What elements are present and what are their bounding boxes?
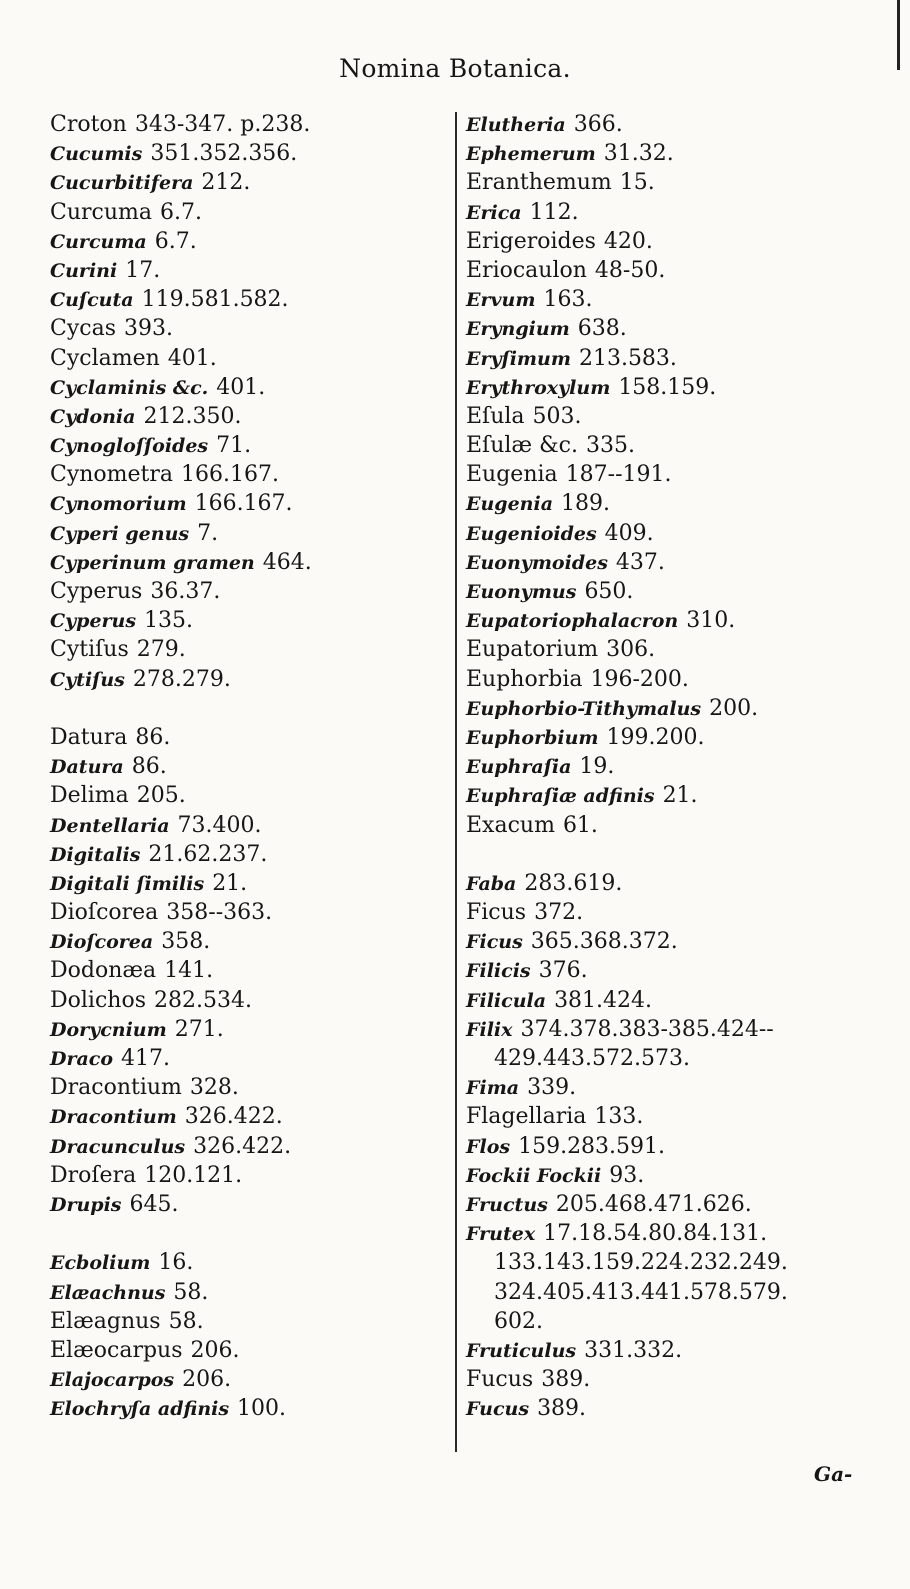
entry-page-numbers: 6.7.	[154, 228, 197, 254]
entry-term: Euphraſiæ adfinis	[466, 785, 655, 808]
entry-page-numbers: 135.	[144, 608, 194, 634]
entry-term: Elochryſa adfinis	[50, 1398, 230, 1421]
entry-page-numbers: 86.	[135, 724, 171, 750]
entry-term: Eriocaulon	[466, 257, 587, 283]
entry-term: Digitalis	[50, 843, 141, 866]
entry-term: Eranthemum	[466, 170, 612, 196]
index-entry	[50, 519, 440, 548]
entry-term: Cyclamen	[50, 345, 160, 371]
index-entry	[50, 1248, 440, 1277]
entry-page-numbers: 196-200.	[590, 666, 689, 692]
index-entry	[466, 869, 886, 898]
index-entry	[50, 956, 440, 985]
entry-page-numbers: 365.368.372.	[530, 929, 678, 955]
entry-page-numbers: 141.	[164, 958, 214, 984]
entry-term: Fructus	[466, 1193, 548, 1216]
entry-page-numbers: 36.37.	[150, 579, 221, 604]
entry-term: Flos	[466, 1135, 511, 1158]
entry-page-numbers: 335.	[585, 433, 635, 459]
entry-page-numbers: 429.443.572.573.	[494, 1046, 690, 1071]
entry-page-numbers: 93.	[609, 1162, 645, 1188]
index-entry	[50, 198, 440, 227]
entry-term: Ecbolium	[50, 1252, 151, 1275]
entry-term: Filix	[466, 1018, 513, 1041]
entry-term: Eſula	[466, 403, 525, 429]
entry-term: Eugenia	[466, 493, 554, 516]
index-entry	[50, 927, 440, 956]
entry-term: Ficus	[466, 931, 523, 954]
entry-page-numbers: 437.	[615, 549, 665, 575]
index-entry	[466, 606, 886, 635]
index-entry	[466, 927, 886, 956]
entry-term: Eryſimum	[466, 347, 571, 370]
index-entry	[50, 548, 440, 577]
entry-page-numbers: 339.	[527, 1075, 577, 1101]
entry-term: Filicula	[466, 989, 547, 1012]
entry-page-numbers: 328.	[189, 1075, 239, 1101]
index-entry	[50, 811, 440, 840]
entry-term: Cyperi genus	[50, 522, 190, 545]
index-entry	[466, 489, 886, 518]
entry-term: Frutex	[466, 1223, 536, 1246]
index-entry	[466, 285, 886, 314]
index-entry	[466, 635, 886, 664]
index-entry-continuation	[466, 1248, 886, 1277]
index-entry	[466, 986, 886, 1015]
index-entry	[50, 139, 440, 168]
index-entry	[466, 431, 886, 460]
column-rule	[455, 112, 457, 1452]
index-entry	[466, 694, 886, 723]
entry-term: Cytiſus	[50, 637, 129, 663]
index-entry	[466, 519, 886, 548]
index-entry	[50, 723, 440, 752]
index-entry	[466, 1336, 886, 1365]
entry-term: Drupis	[50, 1193, 122, 1216]
entry-page-numbers: 464.	[262, 549, 312, 575]
entry-term: Droſera	[50, 1162, 137, 1188]
entry-page-numbers: 212.350.	[143, 403, 242, 429]
entry-page-numbers: 409.	[604, 520, 654, 546]
entry-term: Cucumis	[50, 143, 143, 166]
index-entry-continuation	[466, 1278, 886, 1307]
entry-page-numbers: 638.	[577, 316, 627, 342]
entry-page-numbers: 17.18.54.80.84.131.	[543, 1221, 768, 1247]
index-entry	[466, 402, 886, 431]
entry-term: Fruticulus	[466, 1339, 577, 1362]
index-entry	[466, 198, 886, 227]
entry-term: Dorycnium	[50, 1018, 167, 1041]
entry-term: Exacum	[466, 812, 555, 838]
index-entry	[50, 285, 440, 314]
entry-page-numbers: 31.32.	[603, 141, 674, 167]
entry-term: Curcuma	[50, 230, 147, 253]
section-gap	[50, 1219, 440, 1248]
entry-page-numbers: 206.	[190, 1337, 240, 1363]
entry-page-numbers: 372.	[534, 900, 584, 926]
entry-page-numbers: 6.7.	[160, 199, 202, 225]
index-entry	[50, 606, 440, 635]
index-entry	[50, 256, 440, 285]
entry-term: Dracontium	[50, 1075, 182, 1101]
index-entry	[466, 665, 886, 694]
index-entry	[50, 635, 440, 664]
entry-page-numbers: 187--191.	[565, 462, 672, 488]
index-entry	[466, 898, 886, 927]
section-gap	[466, 840, 886, 869]
entry-page-numbers: 374.378.383-385.424--	[520, 1016, 774, 1042]
index-entry	[50, 986, 440, 1015]
index-entry	[50, 489, 440, 518]
entry-page-numbers: 112.	[529, 199, 579, 225]
index-entry	[50, 752, 440, 781]
entry-page-numbers: 21.62.237.	[148, 841, 268, 867]
entry-page-numbers: 206.	[182, 1367, 232, 1393]
entry-page-numbers: 324.405.413.441.578.579.	[494, 1279, 788, 1305]
entry-page-numbers: 86.	[131, 754, 167, 780]
entry-page-numbers: 19.	[579, 754, 615, 780]
entry-term: Erythroxylum	[466, 376, 611, 399]
entry-page-numbers: 331.332.	[584, 1337, 683, 1363]
index-entry	[466, 460, 886, 489]
index-entry	[50, 1278, 440, 1307]
entry-term: Datura	[50, 756, 124, 779]
entry-page-numbers: 158.159.	[618, 374, 717, 400]
index-entry	[466, 1073, 886, 1102]
index-entry	[50, 781, 440, 810]
entry-page-numbers: 602.	[494, 1308, 543, 1334]
entry-term: Cynogloſſoides	[50, 435, 209, 458]
entry-term: Fucus	[466, 1367, 534, 1393]
index-entry-continuation	[466, 1044, 886, 1073]
index-entry	[50, 869, 440, 898]
index-entry	[466, 256, 886, 285]
entry-page-numbers: 15.	[619, 170, 655, 196]
entry-page-numbers: 343-347. p.238.	[134, 112, 311, 137]
index-entry	[466, 811, 886, 840]
entry-term: Cytiſus	[50, 668, 125, 691]
index-entry	[50, 1102, 440, 1131]
index-entry	[466, 1394, 886, 1423]
entry-page-numbers: 133.	[594, 1104, 644, 1130]
index-entry	[50, 1044, 440, 1073]
entry-page-numbers: 48-50.	[594, 257, 666, 283]
index-entry	[466, 1161, 886, 1190]
entry-term: Elutheria	[466, 114, 566, 136]
index-entry	[50, 314, 440, 343]
entry-page-numbers: 420.	[603, 228, 653, 254]
entry-term: Ervum	[466, 289, 536, 312]
entry-page-numbers: 358--363.	[166, 900, 273, 926]
index-entry-continuation	[466, 1307, 886, 1336]
index-entry	[466, 781, 886, 810]
index-entry	[50, 431, 440, 460]
entry-page-numbers: 645.	[129, 1191, 179, 1217]
index-entry	[50, 1365, 440, 1394]
entry-term: Dolichos	[50, 987, 146, 1013]
entry-term: Ephemerum	[466, 143, 596, 166]
index-entry	[466, 1102, 886, 1131]
index-entry	[50, 665, 440, 694]
entry-term: Euonymoides	[466, 551, 608, 574]
entry-page-numbers: 358.	[161, 929, 211, 955]
index-entry	[50, 898, 440, 927]
entry-page-numbers: 376.	[538, 958, 588, 984]
entry-page-numbers: 189.	[561, 491, 610, 517]
index-column-left	[50, 110, 440, 1423]
index-entry	[466, 1015, 886, 1044]
entry-term: Eugenia	[466, 462, 558, 488]
index-entry	[50, 227, 440, 256]
index-entry	[466, 314, 886, 343]
index-entry	[466, 548, 886, 577]
entry-page-numbers: 366.	[573, 112, 623, 137]
entry-term: Elajocarpos	[50, 1369, 175, 1392]
entry-term: Dodonæa	[50, 958, 157, 984]
entry-page-numbers: 381.424.	[554, 987, 653, 1013]
index-entry	[50, 577, 440, 606]
index-entry	[466, 168, 886, 197]
index-entry	[466, 956, 886, 985]
entry-page-numbers: 17.	[125, 257, 161, 283]
entry-term: Datura	[50, 724, 128, 750]
index-column-right	[466, 110, 886, 1423]
index-entry	[50, 1307, 440, 1336]
entry-term: Cycas	[50, 316, 116, 342]
entry-page-numbers: 278.279.	[132, 666, 231, 692]
entry-term: Euphorbia	[466, 666, 583, 692]
entry-page-numbers: 159.283.591.	[518, 1133, 666, 1159]
entry-term: Fockii Fockii	[466, 1164, 602, 1187]
entry-term: Cynomorium	[50, 493, 187, 516]
index-entry	[50, 1190, 440, 1219]
entry-term: Fima	[466, 1077, 520, 1100]
entry-page-numbers: 119.581.582.	[141, 287, 289, 313]
index-entry	[50, 168, 440, 197]
entry-page-numbers: 163.	[543, 287, 593, 313]
entry-term: Erigeroides	[466, 228, 596, 254]
entry-page-numbers: 503.	[532, 403, 582, 429]
entry-page-numbers: 212.	[201, 170, 251, 196]
entry-term: Cydonia	[50, 405, 136, 428]
entry-term: Cyperinum gramen	[50, 551, 255, 574]
entry-page-numbers: 326.422.	[193, 1133, 292, 1159]
index-entry	[50, 1336, 440, 1365]
index-entry	[466, 1365, 886, 1394]
catchword: Ga-	[814, 1462, 853, 1486]
index-entry	[466, 139, 886, 168]
entry-term: Draco	[50, 1048, 114, 1070]
entry-term: Faba	[466, 872, 517, 895]
entry-page-numbers: 200.	[709, 695, 759, 721]
index-entry	[50, 110, 440, 139]
entry-page-numbers: 213.583.	[578, 345, 677, 371]
entry-page-numbers: 7.	[197, 520, 219, 546]
entry-term: Dracunculus	[50, 1135, 186, 1158]
entry-term: Euonymus	[466, 581, 577, 603]
entry-page-numbers: 166.167.	[194, 491, 293, 517]
entry-page-numbers: 205.468.471.626.	[555, 1191, 752, 1217]
entry-page-numbers: 389.	[541, 1367, 591, 1393]
entry-term: Euphraſia	[466, 756, 572, 779]
entry-term: Elæachnus	[50, 1281, 166, 1304]
entry-page-numbers: 310.	[686, 608, 736, 634]
entry-term: Croton	[50, 112, 127, 137]
page-title: Nomina Botanica.	[339, 54, 571, 83]
entry-page-numbers: 16.	[158, 1250, 194, 1276]
index-entry	[50, 1132, 440, 1161]
index-entry	[50, 344, 440, 373]
entry-term: Eupatorium	[466, 637, 599, 663]
entry-page-numbers: 73.400.	[177, 812, 262, 838]
entry-term: Cyclaminis &c.	[50, 376, 209, 399]
entry-page-numbers: 351.352.356.	[150, 141, 298, 167]
entry-term: Euphorbium	[466, 726, 599, 749]
entry-page-numbers: 650.	[584, 579, 634, 604]
index-entry	[466, 110, 886, 139]
entry-term: Erica	[466, 201, 522, 224]
entry-page-numbers: 306.	[606, 637, 656, 663]
entry-page-numbers: 133.143.159.224.232.249.	[494, 1250, 788, 1276]
entry-term: Eupatoriophalacron	[466, 610, 679, 633]
entry-page-numbers: 58.	[168, 1308, 204, 1334]
entry-term: Digitali ſimilis	[50, 872, 205, 895]
entry-page-numbers: 393.	[124, 316, 173, 342]
index-entry	[466, 344, 886, 373]
index-entry	[466, 752, 886, 781]
entry-term: Fucus	[466, 1398, 530, 1421]
entry-page-numbers: 279.	[136, 637, 186, 663]
entry-term: Eryngium	[466, 318, 570, 341]
index-entry	[50, 373, 440, 402]
entry-term: Eugenioides	[466, 522, 597, 545]
entry-page-numbers: 166.167.	[181, 462, 279, 488]
entry-page-numbers: 120.121.	[144, 1162, 243, 1188]
index-entry	[50, 402, 440, 431]
index-entry	[50, 840, 440, 869]
entry-page-numbers: 61.	[562, 812, 598, 838]
index-entry	[50, 460, 440, 489]
index-entry	[50, 1015, 440, 1044]
entry-term: Flagellaria	[466, 1104, 587, 1130]
entry-term: Ficus	[466, 900, 527, 926]
entry-term: Dioſcorea	[50, 931, 154, 954]
entry-page-numbers: 271.	[174, 1016, 224, 1042]
index-entry	[466, 1219, 886, 1248]
entry-page-numbers: 205.	[136, 783, 186, 809]
index-entry	[466, 373, 886, 402]
entry-term: Cyperus	[50, 610, 137, 633]
entry-term: Dentellaria	[50, 814, 170, 837]
entry-term: Cyperus	[50, 579, 143, 604]
entry-page-numbers: 21.	[662, 783, 698, 809]
entry-page-numbers: 401.	[167, 345, 217, 371]
index-entry	[50, 1073, 440, 1102]
index-entry	[466, 723, 886, 752]
entry-page-numbers: 283.619.	[524, 870, 623, 896]
entry-term: Euphorbio-Tithymalus	[466, 697, 702, 720]
entry-page-numbers: 417.	[121, 1046, 171, 1071]
index-entry	[466, 1132, 886, 1161]
entry-term: Cuſcuta	[50, 289, 134, 312]
entry-term: Elæagnus	[50, 1308, 161, 1334]
entry-page-numbers: 401.	[216, 374, 266, 400]
section-gap	[50, 694, 440, 723]
index-entry	[50, 1161, 440, 1190]
entry-page-numbers: 100.	[237, 1396, 287, 1422]
entry-term: Eſulæ &c.	[466, 433, 578, 459]
entry-page-numbers: 389.	[537, 1396, 587, 1422]
entry-term: Curini	[50, 259, 118, 282]
entry-term: Dioſcorea	[50, 900, 159, 926]
entry-term: Curcuma	[50, 199, 152, 225]
index-entry	[466, 577, 886, 606]
entry-page-numbers: 71.	[216, 433, 252, 459]
entry-term: Cucurbitifera	[50, 172, 194, 195]
entry-term: Elæocarpus	[50, 1337, 183, 1363]
entry-term: Dracontium	[50, 1106, 177, 1129]
entry-page-numbers: 58.	[173, 1279, 209, 1305]
entry-term: Cynometra	[50, 462, 174, 488]
entry-page-numbers: 199.200.	[606, 724, 705, 750]
entry-page-numbers: 21.	[212, 870, 248, 896]
entry-term: Delima	[50, 783, 129, 809]
entry-page-numbers: 326.422.	[184, 1104, 283, 1130]
index-entry	[466, 1190, 886, 1219]
index-entry	[50, 1394, 440, 1423]
entry-term: Filicis	[466, 960, 531, 983]
entry-page-numbers: 282.534.	[153, 987, 252, 1013]
index-entry	[466, 227, 886, 256]
